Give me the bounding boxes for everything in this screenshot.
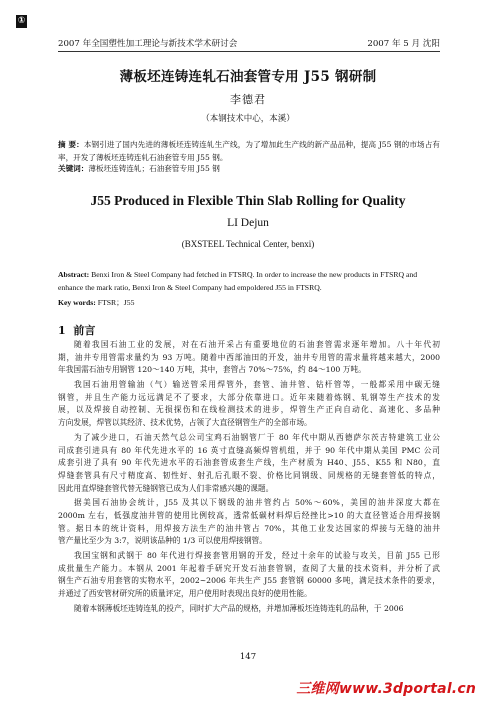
chinese-abstract-label: 摘 要：	[58, 140, 84, 149]
section-title: 前言	[73, 324, 96, 337]
chinese-abstract	[58, 138, 440, 164]
body-line: 年我国需石油专用钢管 120～140 万吨，其中，套管占 70%～75%，约 84～100 万吨。	[58, 365, 366, 375]
running-head-right: 2007 年 5 月 沈阳	[367, 39, 440, 49]
running-head	[58, 37, 440, 49]
chinese-title: 薄板坯连铸连轧石油套管专用 J55 钢研制	[119, 69, 377, 85]
english-author: LI Dejun	[227, 217, 269, 229]
english-affiliation: (BXSTEEL Technical Center, benxi)	[181, 239, 315, 249]
body-line: 管。据日本的统计资料，用焊接方法生产的油井管占 70%，其他工业发达国家的焊接与无缝的油井	[58, 523, 440, 533]
body-line: 成套引进了具有 90 年代先进水平的石油套管成套生产线，生产材质为 H40、J55、K55 和 N80，直	[58, 458, 440, 468]
body-line: 随着我国石油工业的发展，对在石油开采占有重要地位的石油套管需求逐年增加。八十年代初	[74, 340, 440, 349]
body-line: 钢管，并且生产能力远远满足不了要求，大部分依靠进口。近年来随着炼钢、轧钢等生产技术的发	[58, 392, 440, 402]
chinese-author: 李德君	[230, 93, 266, 106]
body-line: 并通过了西安管材研究所的质量评定，用户使用时表现出良好的使用性能。	[58, 589, 312, 599]
chinese-keywords-text: 薄板坯连铸连轧；石油套管专用 J55 钢	[88, 164, 220, 173]
body-line: 展，以及焊接自动控制、无损探伤和在线检测技术的进步，焊管生产正向自动化、高速化、多品种	[58, 405, 440, 415]
english-keywords-label: Key words:	[58, 298, 96, 307]
body-line: 因此用直焊缝套管代替无缝钢管已成为人们非常感兴趣的课题。	[58, 483, 274, 493]
section-number: 1	[58, 324, 66, 337]
body-paragraph	[58, 550, 440, 601]
body-line: 据美国石油协会统计，J55 及其以下钢级的油井管约占 50%～60%，美国的油井深度大都在	[74, 498, 440, 508]
page-tab-marker: ①	[17, 16, 26, 26]
chinese-keywords-label: 关键词：	[58, 164, 89, 173]
header-rule	[58, 51, 440, 52]
body-line: 2000m 左右，低强度油井管的使用比例较高，透常低碳材料焊后经挫比>10 的大直径管适合用焊接钢	[58, 510, 440, 520]
english-abstract	[58, 268, 440, 294]
english-abstract-text: Benxi Iron & Steel Company had fetched in FTSRQ. In order to increase the new products in FTSRQ and enhance the mark ratio, Benxi Iron & Steel Company had empoldered J55 in FTSRQ.	[58, 270, 418, 292]
body-paragraph	[58, 432, 440, 495]
body-paragraph	[58, 339, 440, 377]
chinese-keywords	[58, 163, 440, 174]
body-text	[58, 339, 440, 617]
chinese-abstract-text: 本钢引进了国内先进的薄板坯连铸连轧生产线，为了增加此生产线的新产品品种，提高 J55 钢的市场占有率，开发了薄板坯连铸连轧石油套管专用 J55 钢。	[58, 140, 440, 162]
english-title: J55 Produced in Flexible Thin Slab Rolling for Quality	[90, 193, 406, 208]
body-line: 焊缝套管具有尺寸精度高、韧性好、射孔后孔眼不裂、价格比同钢级、同规格的无缝套管低的特点，	[58, 470, 440, 480]
body-paragraph	[58, 497, 440, 548]
english-abstract-label: Abstract:	[58, 270, 90, 279]
running-head-left: 2007 年全国塑性加工理论与新技术学术研讨会	[58, 39, 238, 49]
body-line: 随着本钢薄板坯连铸连轧的投产，同时扩大产品的规格，并增加薄板坯连铸连轧的品种，于 2006	[74, 603, 404, 613]
section-heading	[58, 322, 95, 338]
body-line: 司成套引进具有 80 年代先进水平的 16 英寸直缝高频焊管机组，并于 90 年代中期从美国 PMC 公司	[58, 445, 440, 455]
body-line: 方向发展，焊管以其经济、技术优势，占领了大直径钢管生产的全部市场。	[58, 418, 312, 428]
body-line: 为了减少进口，石油天然气总公司宝鸡石油钢管厂于 80 年代中期从西德萨尔茨吉特建筑工业公	[74, 432, 440, 442]
body-line: 我国宝钢和武钢于 80 年代进行焊接套管用钢的开发，经过十余年的试验与攻关，目前 J55 已形	[74, 551, 440, 560]
body-paragraph	[58, 603, 440, 616]
body-line: 钢生产石油专用套管的实物水平，2002~2006 年共生产 J55 套管钢 60000 多吨，满足技术条件的要求，	[58, 576, 440, 586]
body-line: 期，油井专用管需求量约为 93 万吨。随着中西部油田的开发，油井专用管的需求量将越来越大，2000	[58, 352, 440, 362]
body-paragraph	[58, 379, 440, 430]
page-number: 147	[239, 652, 257, 662]
body-line: 管产量比至少为 3:7，说明该品种的 1/3 可以使用焊接钢管。	[58, 536, 267, 546]
body-line: 我国石油用管输油（气）输送管采用焊管外，套管、油井管、钻杆管等，一般都采用中碳无缝	[74, 380, 440, 390]
english-keywords-text: FTSR；J55	[97, 298, 135, 307]
site-watermark: 三维网www.3dportal.cn	[296, 681, 476, 697]
chinese-affiliation: （本钢技术中心，本溪）	[201, 114, 295, 124]
body-line: 成批量生产能力。本钢从 2001 年起着手研究开发石油套管钢，查阅了大量的技术资料，并分析了武	[58, 563, 440, 573]
english-keywords	[58, 297, 440, 308]
